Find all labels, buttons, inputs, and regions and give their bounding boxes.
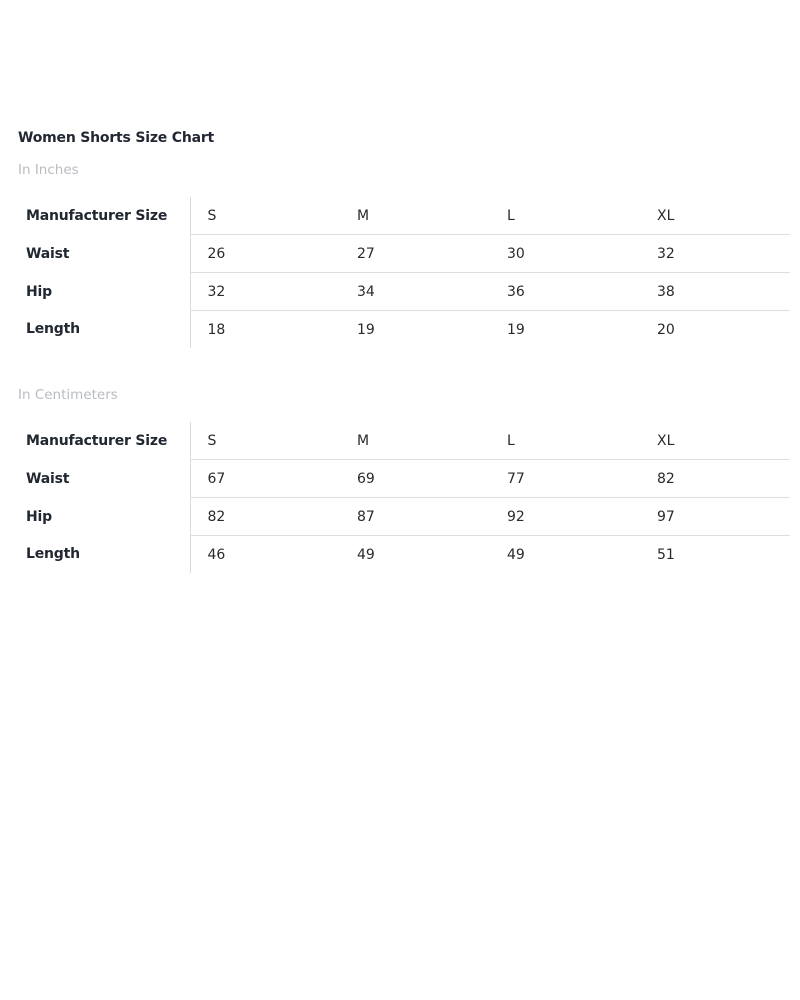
row-header: Waist [18, 460, 190, 498]
table-cell: 18 [190, 311, 340, 349]
row-header: Hip [18, 273, 190, 311]
table-cell: 32 [190, 273, 340, 311]
table-row-manufacturer-size [18, 422, 790, 460]
table-row-waist [18, 235, 790, 273]
table-row-hip [18, 273, 790, 311]
table-cell: 67 [190, 460, 340, 498]
table-cell: 32 [640, 235, 790, 273]
table-cell: XL [657, 432, 675, 449]
table-cell: 20 [640, 311, 790, 349]
table-cell: 19 [490, 311, 640, 349]
table-cell: L [507, 207, 515, 224]
table-cell: 51 [640, 536, 790, 574]
row-header: Manufacturer Size [18, 197, 190, 235]
table-cell: 87 [340, 498, 490, 536]
row-header: Length [18, 311, 190, 349]
table-row-hip [18, 498, 790, 536]
row-header: Manufacturer Size [18, 422, 190, 460]
size-table-centimeters [18, 422, 790, 573]
section-label-inches: In Inches [18, 162, 79, 178]
table-cell: 92 [490, 498, 640, 536]
row-header: Waist [18, 235, 190, 273]
size-table-inches [18, 197, 790, 348]
table-cell: S [207, 432, 217, 449]
table-cell: 36 [490, 273, 640, 311]
table-cell: 77 [490, 460, 640, 498]
page-title: Women Shorts Size Chart [18, 130, 215, 146]
table-cell: 82 [640, 460, 790, 498]
table-cell: 82 [190, 498, 340, 536]
table-cell: 27 [340, 235, 490, 273]
table-cell: S [207, 207, 217, 224]
table-cell: 19 [340, 311, 490, 349]
section-label-centimeters: In Centimeters [18, 387, 118, 403]
table-row-length [18, 311, 790, 349]
row-header: Length [18, 536, 190, 574]
table-cell: L [507, 432, 515, 449]
table-row-waist [18, 460, 790, 498]
table-cell: 38 [640, 273, 790, 311]
row-header: Hip [18, 498, 190, 536]
table-cell: XL [657, 207, 675, 224]
table-cell: 97 [640, 498, 790, 536]
table-row-manufacturer-size [18, 197, 790, 235]
table-cell: 46 [190, 536, 340, 574]
table-cell: 49 [340, 536, 490, 574]
table-cell: 26 [190, 235, 340, 273]
table-cell: 69 [340, 460, 490, 498]
table-cell: M [357, 432, 370, 449]
table-cell: M [357, 207, 370, 224]
table-cell: 30 [490, 235, 640, 273]
table-cell: 49 [490, 536, 640, 574]
table-cell: 34 [340, 273, 490, 311]
table-row-length [18, 536, 790, 574]
